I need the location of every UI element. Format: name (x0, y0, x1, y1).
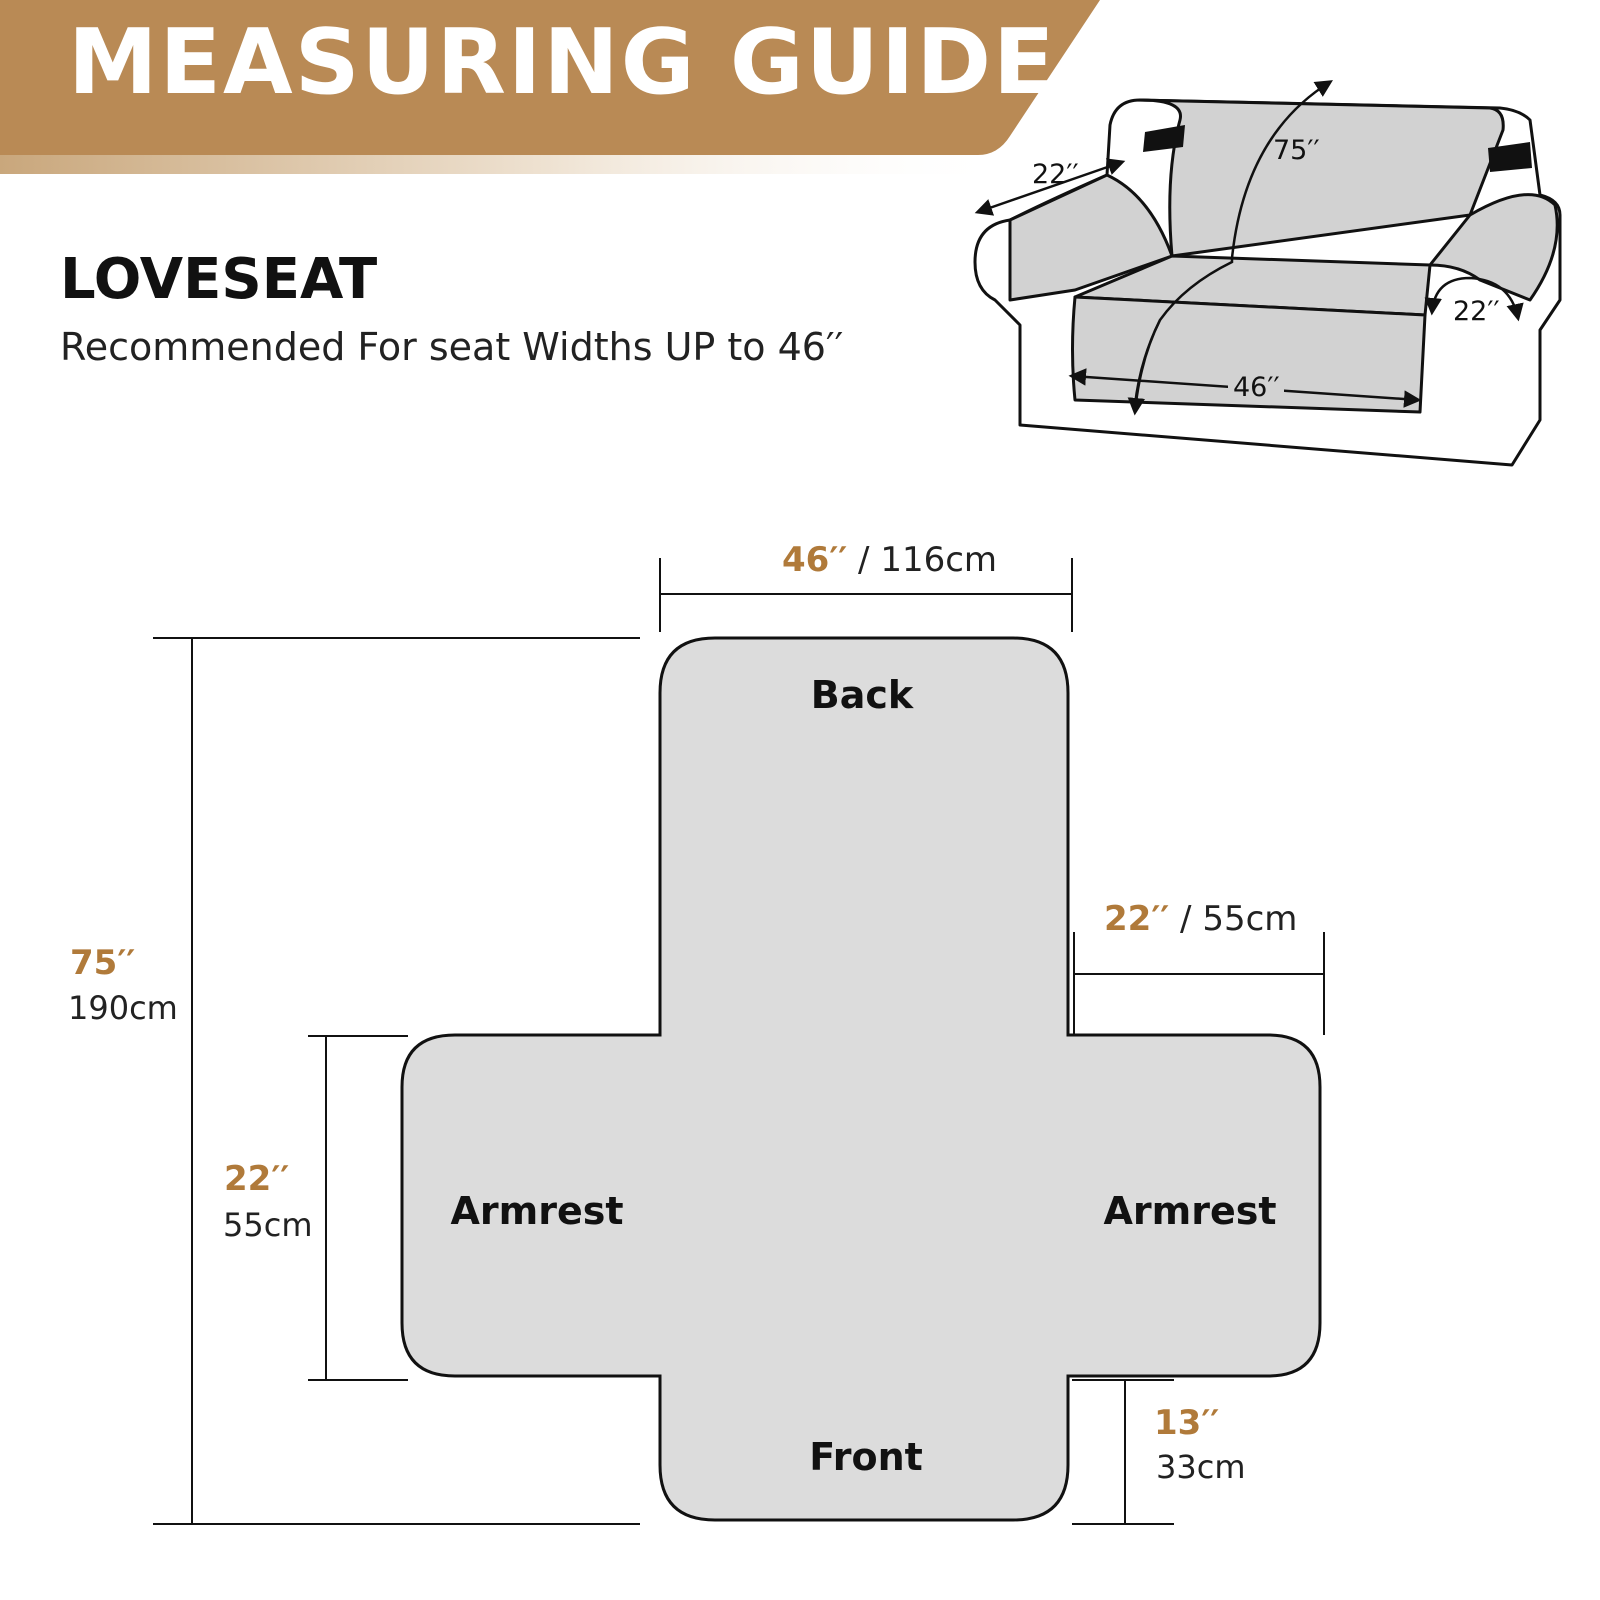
back-label: Back (810, 673, 914, 717)
page-title: MEASURING GUIDE (68, 10, 1057, 115)
flap-inches: 13′′ (1154, 1403, 1220, 1443)
arm-height-label: 22′′ (1453, 296, 1500, 327)
arm-depth-inches: 22′′ (224, 1159, 290, 1199)
front-label: Front (809, 1435, 923, 1479)
length-inches: 75′′ (70, 943, 136, 983)
width-label (782, 540, 997, 580)
width-inches: 46′′ (782, 540, 848, 580)
arm-width-label (1104, 899, 1297, 939)
product-subtitle: Recommended For seat Widths UP to 46′′ (60, 325, 844, 369)
product-name: LOVESEAT (60, 247, 378, 312)
armrest-left-label: Armrest (450, 1189, 624, 1233)
back-height-label: 75′′ (1273, 135, 1320, 166)
length-cm: 190cm (68, 989, 178, 1027)
seat-width-label: 46′′ (1233, 372, 1280, 403)
width-cm: / 116cm (847, 540, 998, 580)
cover-panel (402, 638, 1320, 1520)
flap-cm: 33cm (1156, 1448, 1246, 1486)
arm-length-label: 22′′ (1032, 159, 1079, 190)
armrest-right-label: Armrest (1103, 1189, 1277, 1233)
arm-width-inches: 22′′ (1104, 899, 1170, 939)
arm-depth-cm: 55cm (223, 1206, 313, 1244)
arm-width-cm: / 55cm (1169, 899, 1298, 939)
